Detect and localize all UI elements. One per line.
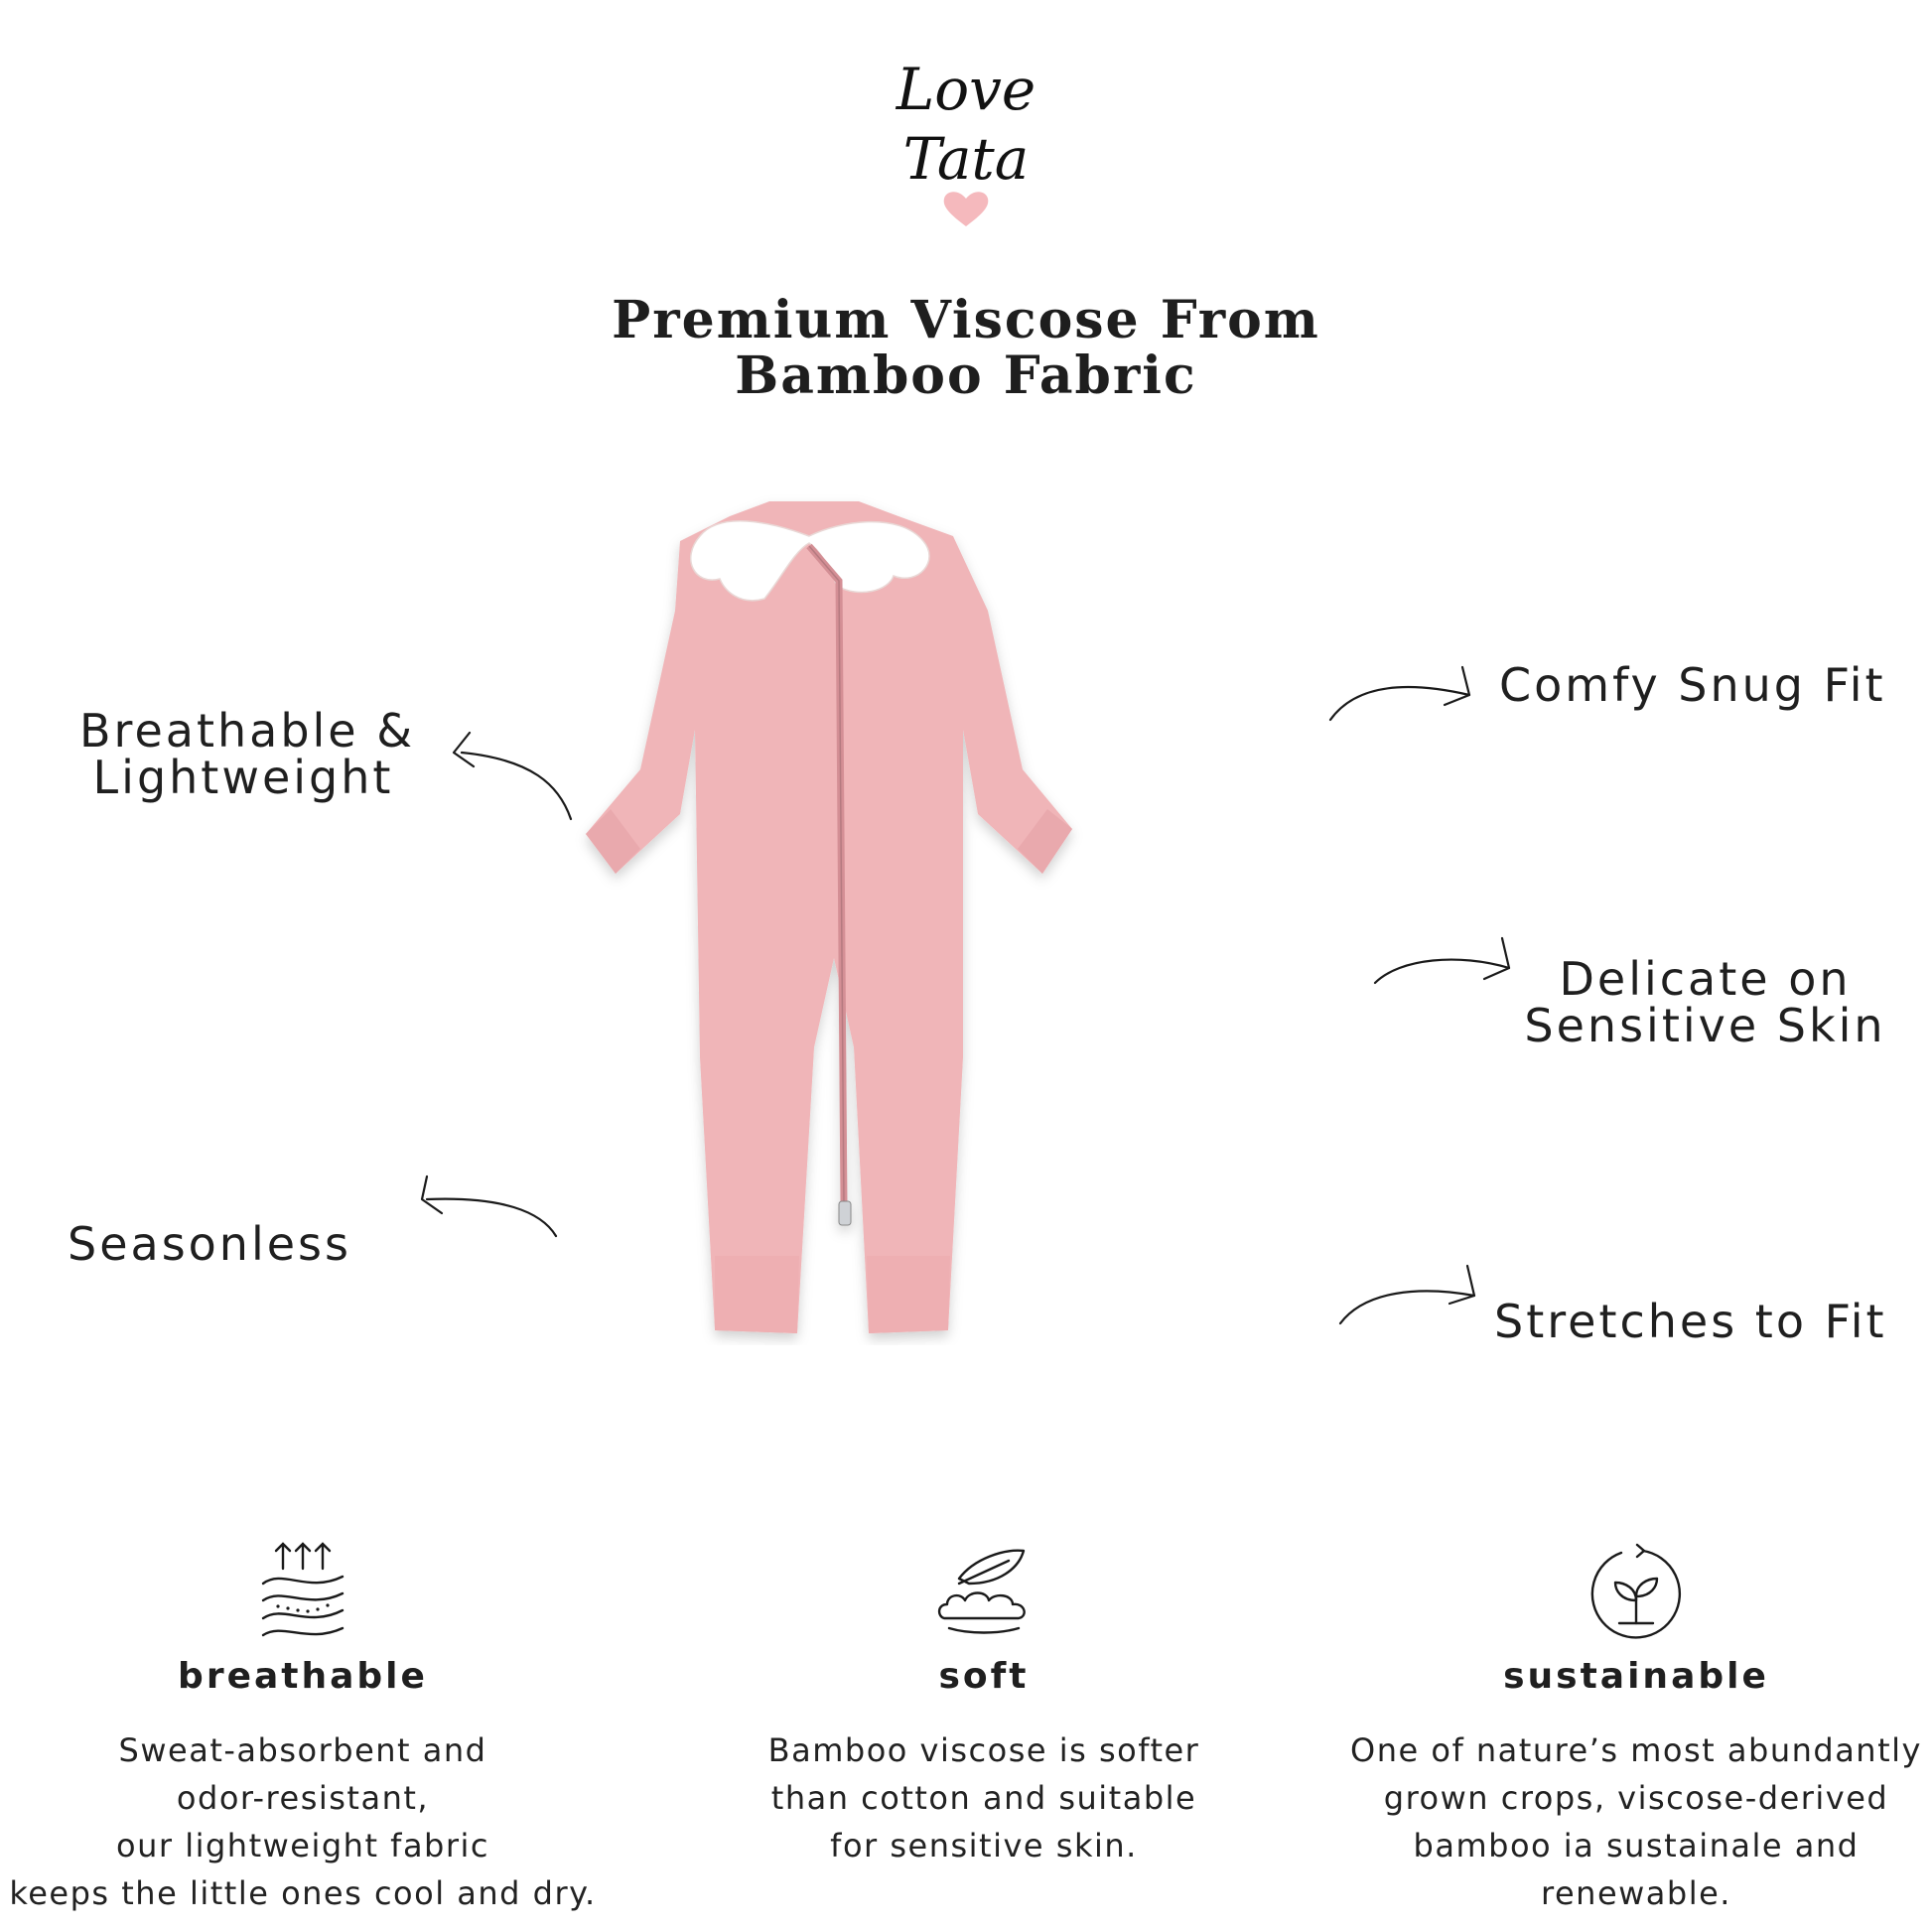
feature-label-line: Sensitive Skin bbox=[1524, 999, 1886, 1052]
benefit-description bbox=[1328, 1726, 1932, 1917]
benefit-heading: breathable bbox=[178, 1656, 428, 1697]
description-line: our lightweight fabric bbox=[116, 1827, 489, 1864]
feature-label-line: Lightweight bbox=[92, 751, 394, 804]
airflow-fabric-icon bbox=[248, 1539, 357, 1648]
description-line: keeps the little ones cool and dry. bbox=[9, 1874, 597, 1912]
arrow-left-icon bbox=[442, 715, 581, 824]
arrow-right-icon bbox=[1325, 655, 1474, 725]
description-line: One of nature’s most abundantly bbox=[1350, 1731, 1922, 1769]
feature-stretches-to-fit: Stretches to Fit bbox=[1494, 1295, 1887, 1348]
heart-icon bbox=[944, 192, 989, 226]
logo-line-2: Tata bbox=[902, 125, 1030, 193]
title-line-1: Premium Viscose From bbox=[612, 290, 1320, 350]
romper-body bbox=[586, 501, 1072, 1333]
romper-illustration bbox=[571, 491, 1296, 1345]
benefit-breathable bbox=[0, 1539, 611, 1917]
feather-cloud-icon bbox=[929, 1539, 1038, 1648]
arrow-right-icon bbox=[1370, 933, 1519, 1003]
description-line: odor-resistant, bbox=[176, 1779, 430, 1817]
left-footcuff bbox=[715, 1256, 799, 1333]
arrow-right-icon bbox=[1335, 1256, 1484, 1330]
feature-label-line: Delicate on bbox=[1559, 952, 1852, 1006]
description-line: renewable. bbox=[1541, 1874, 1731, 1912]
feature-breathable-lightweight bbox=[79, 704, 416, 804]
arrow-left-icon bbox=[412, 1172, 561, 1241]
description-line: grown crops, viscose-derived bbox=[1383, 1779, 1889, 1817]
benefit-soft bbox=[676, 1539, 1292, 1869]
feature-label-line: Breathable & bbox=[79, 704, 416, 758]
logo-graphic bbox=[867, 40, 1065, 238]
sprout-cycle-icon bbox=[1582, 1539, 1691, 1648]
benefit-description bbox=[676, 1726, 1292, 1869]
feature-comfy-snug-fit: Comfy Snug Fit bbox=[1499, 658, 1886, 712]
benefit-heading: sustainable bbox=[1503, 1656, 1769, 1697]
description-line: Sweat-absorbent and bbox=[118, 1731, 487, 1769]
description-line: than cotton and suitable bbox=[770, 1779, 1197, 1817]
title-line-2: Bamboo Fabric bbox=[735, 345, 1197, 406]
feature-delicate-skin bbox=[1524, 952, 1886, 1052]
page-title bbox=[0, 290, 1932, 406]
product-image bbox=[571, 491, 1296, 1345]
benefit-sustainable bbox=[1328, 1539, 1932, 1917]
description-line: Bamboo viscose is softer bbox=[767, 1731, 1200, 1769]
benefit-description bbox=[0, 1726, 611, 1917]
right-footcuff bbox=[867, 1256, 950, 1333]
description-line: bamboo ia sustainale and bbox=[1413, 1827, 1860, 1864]
zipper-pull bbox=[839, 1201, 851, 1225]
feature-seasonless: Seasonless bbox=[68, 1217, 351, 1271]
brand-logo bbox=[867, 40, 1065, 238]
logo-line-1: Love bbox=[896, 56, 1036, 123]
description-line: for sensitive skin. bbox=[830, 1827, 1138, 1864]
benefit-heading: soft bbox=[938, 1656, 1030, 1697]
